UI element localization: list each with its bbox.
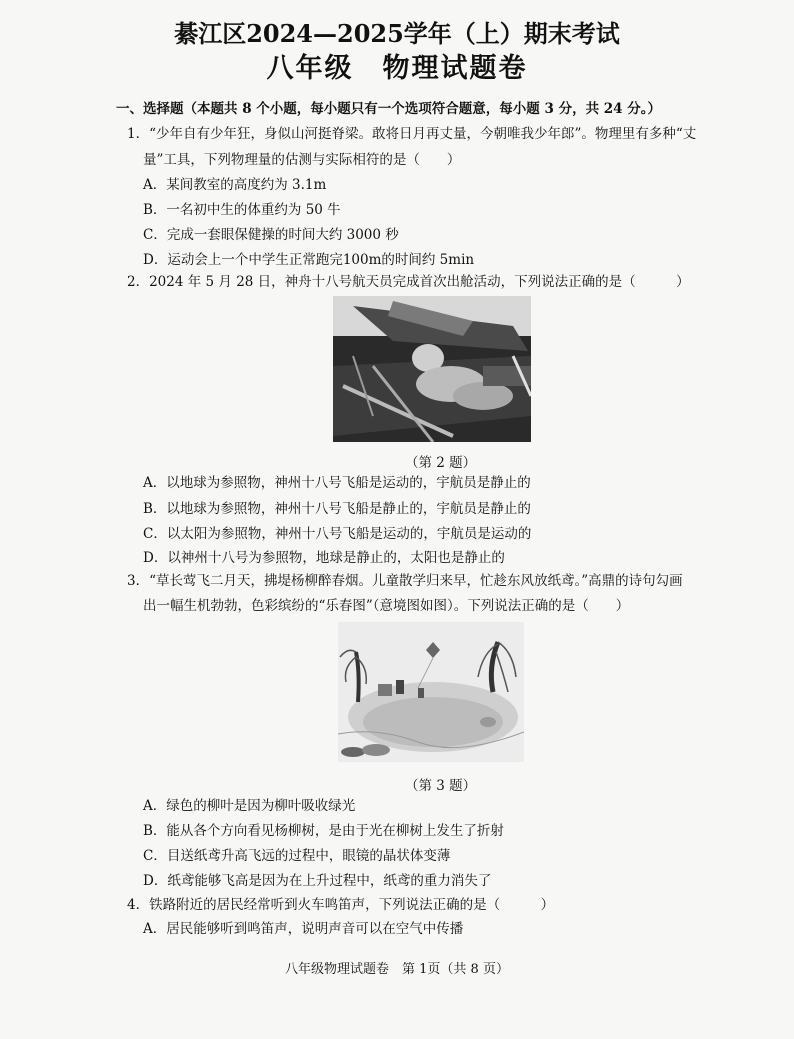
question-3-option-c: C．目送纸鸢升高飞远的过程中，眼镜的晶状体变薄: [143, 848, 451, 864]
question-1-option-c: C．完成一套眼保健操的时间大约 3000 秒: [143, 227, 399, 243]
question-2-option-c: C．以太阳为参照物，神州十八号飞船是运动的，宇航员是运动的: [143, 526, 532, 542]
question-2-option-a: A．以地球为参照物，神州十八号飞船是运动的，宇航员是静止的: [143, 475, 531, 491]
question-4-text: 4．铁路附近的居民经常听到火车鸣笛声，下列说法正确的是（ ）: [127, 897, 555, 913]
question-1-text: 1．“少年自有少年狂，身似山河挺脊梁。敢将日月再丈量，今朝唯我少年郎”。物理里有多种“丈: [127, 126, 697, 142]
question-2-option-d: D．以神州十八号为参照物，地球是静止的，太阳也是静止的: [143, 550, 505, 566]
question-2-text: 2．2024 年 5 月 28 日，神舟十八号航天员完成首次出舱活动，下列说法正确的是（ ）: [127, 274, 690, 290]
question-2-option-b: B．以地球为参照物，神州十八号飞船是静止的，宇航员是静止的: [143, 501, 531, 517]
spacewalk-photo: [333, 296, 531, 442]
question-1-option-a: A．某间教室的高度约为 3.1m: [143, 177, 327, 193]
exam-title: 綦江区2024—2025学年（上）期末考试: [174, 19, 620, 48]
exam-subtitle: 八年级 物理试题卷: [266, 53, 528, 84]
question-1-option-b: B．一名初中生的体重约为 50 牛: [143, 202, 341, 218]
question-3-text: 3．“草长莺飞二月天，拂堤杨柳醉春烟。儿童散学归来早，忙趁东风放纸鸢。”高鼎的诗句勾画: [127, 573, 683, 589]
section-heading: 一、选择题（本题共 8 个小题，每小题只有一个选项符合题意，每小题 3 分，共 24 分。）: [116, 101, 662, 117]
question-3-option-b: B．能从各个方向看见杨柳树，是由于光在柳树上发生了折射: [143, 823, 504, 839]
question-4-option-a: A．居民能够听到鸣笛声，说明声音可以在空气中传播: [143, 921, 464, 937]
question-3-option-d: D．纸鸢能够飞高是因为在上升过程中，纸鸢的重力消失了: [143, 873, 492, 889]
spring-scene-illustration: [338, 622, 524, 762]
question-3-text-cont: 出一幅生机勃勃，色彩缤纷的“乐春图”（意境图如图）。下列说法正确的是（ ）: [143, 598, 630, 614]
question-1-option-d: D．运动会上一个中学生正常跑完100m的时间约 5min: [143, 252, 475, 268]
page-footer: 八年级物理试题卷 第 1页（共 8 页）: [285, 962, 509, 977]
question-1-text-cont: 量”工具，下列物理量的估测与实际相符的是（ ）: [143, 152, 461, 168]
figure-3-caption: （第 3 题）: [405, 778, 477, 794]
figure-2-caption: （第 2 题）: [405, 455, 477, 471]
question-3-option-a: A．绿色的柳叶是因为柳叶吸收绿光: [143, 798, 356, 814]
